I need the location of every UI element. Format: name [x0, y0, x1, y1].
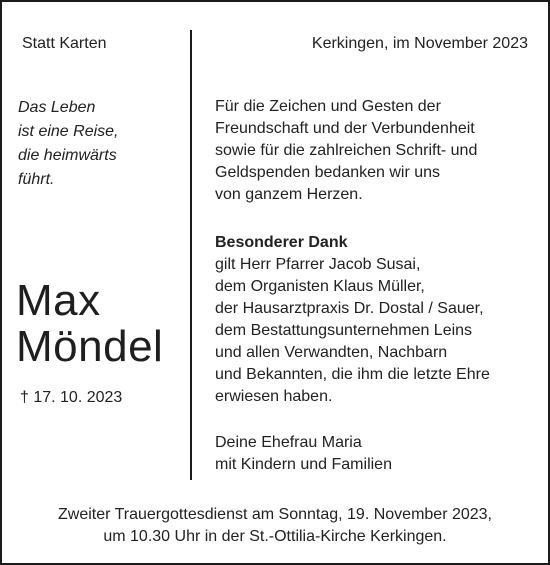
signature: [215, 432, 392, 476]
header-left-text: Statt Karten: [22, 35, 107, 52]
thanks-line: Geldspenden bedanken wir uns: [215, 164, 441, 181]
thanks-line: sowie für die zahlreichen Schrift- und: [215, 142, 478, 159]
special-thanks-line: und Bekannten, die ihm die letzte Ehre: [215, 366, 490, 383]
death-date: † 17. 10. 2023: [20, 389, 123, 406]
special-thanks-heading: Besonderer Dank: [215, 234, 348, 251]
special-thanks-line: gilt Herr Pfarrer Jacob Susai,: [215, 256, 421, 273]
signature-line: Deine Ehefrau Maria: [215, 434, 362, 451]
first-name: Max: [16, 276, 101, 325]
header-right-text: Kerkingen, im November 2023: [311, 35, 528, 52]
thanks-line: Für die Zeichen und Gesten der: [215, 98, 441, 115]
deceased-name: [16, 278, 163, 370]
special-thanks-line: der Hausarztpraxis Dr. Dostal / Sauer,: [215, 300, 484, 317]
special-thanks: [215, 232, 490, 408]
special-thanks-line: dem Organisten Klaus Müller,: [215, 278, 425, 295]
motto-line: Das Leben: [18, 99, 96, 116]
motto-line: die heimwärts: [18, 147, 117, 164]
column-divider: [190, 30, 192, 480]
service-notice-line: Zweiter Trauergottesdienst am Sonntag, 19. November 2023,: [57, 506, 492, 523]
service-notice: [2, 504, 548, 548]
motto-line: führt.: [18, 171, 55, 188]
thanks-paragraph: [215, 96, 477, 206]
thanks-line: Freundschaft und der Verbundenheit: [215, 120, 475, 137]
special-thanks-line: dem Bestattungsunternehmen Leins: [215, 322, 473, 339]
thanks-line: von ganzem Herzen.: [215, 186, 363, 203]
motto-line: ist eine Reise,: [18, 123, 119, 140]
service-notice-line: um 10.30 Uhr in der St.-Ottilia-Kirche Kerkingen.: [103, 528, 447, 545]
special-thanks-line: und allen Verwandten, Nachbarn: [215, 344, 448, 361]
signature-line: mit Kindern und Familien: [215, 456, 392, 473]
last-name: Möndel: [16, 322, 164, 371]
special-thanks-line: erwiesen haben.: [215, 388, 333, 405]
motto: [18, 96, 119, 192]
